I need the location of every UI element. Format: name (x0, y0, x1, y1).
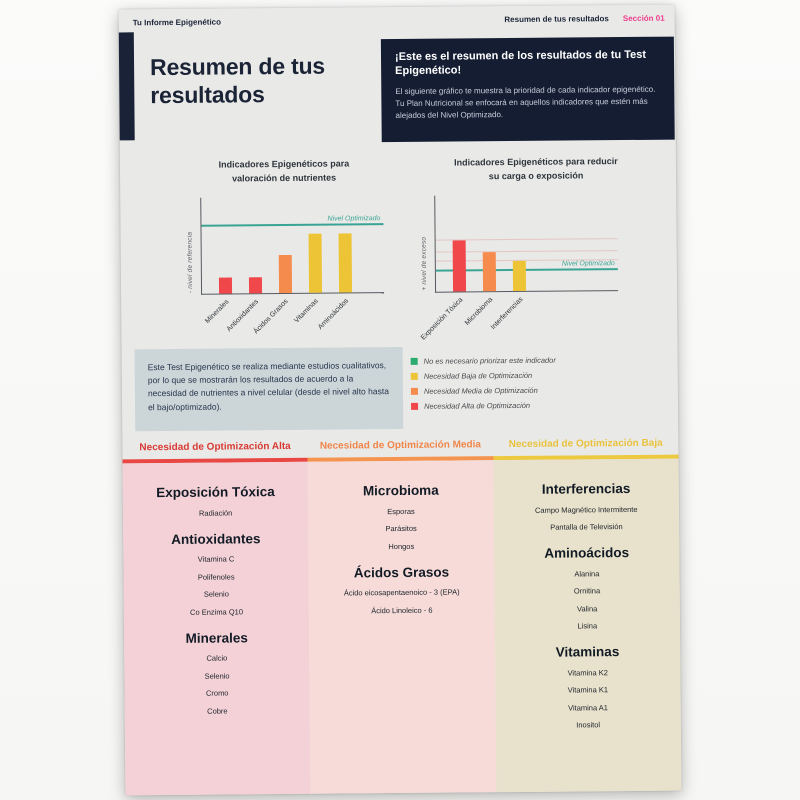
title-accent-bar (119, 32, 135, 140)
group-item: Vitamina K1 (567, 685, 609, 695)
group-item: Vitamina K2 (567, 667, 608, 678)
chart-carga-exposicion (412, 155, 661, 342)
legend-item (411, 371, 556, 381)
group-item: Selenio (204, 670, 230, 681)
header-doc-title: Tu Informe Epigenético (132, 17, 222, 28)
legend-label: Necesidad Media de Optimización (423, 385, 538, 396)
header-section-label: Sección 01 (622, 13, 665, 24)
bar-slot (463, 195, 504, 327)
section-column-1 (308, 460, 496, 794)
chart-valoracion-nutrientes (178, 157, 391, 336)
x-tick-label: Antioxidantes (225, 298, 261, 334)
section-headers-row (122, 438, 678, 454)
result-group (308, 482, 494, 551)
bar-slot (317, 196, 360, 331)
group-item: Calcio (206, 653, 228, 663)
group-item: Parásitos (385, 523, 417, 534)
x-tick-label: Minerales (203, 298, 231, 326)
x-tick-label: Vitaminas (293, 297, 321, 325)
chart-title: Indicadores Epigenéticos para reducir su carga o exposición (454, 156, 618, 181)
legend-label: Necesidad Alta de Optimización (424, 400, 531, 411)
legend-swatch-icon (411, 403, 418, 410)
legend-swatch-icon (411, 358, 418, 365)
bar (248, 277, 261, 293)
group-item: Vitamina C (197, 554, 235, 564)
group-name: Interferencias (541, 480, 631, 497)
bar-slot (489, 195, 534, 332)
legend-swatch-icon (411, 373, 418, 380)
bar (482, 252, 495, 291)
plot-area (186, 196, 391, 336)
x-tick-label: Microbioma (463, 296, 495, 327)
group-item: Vitamina A1 (568, 702, 608, 713)
group-name: Exposición Tóxica (156, 484, 275, 501)
bar-slot (293, 197, 330, 325)
group-item: Ácido Linoleico - 6 (371, 605, 433, 615)
legend-swatch-icon (411, 388, 418, 395)
result-group (494, 545, 680, 632)
group-name: Microbioma (362, 482, 439, 499)
group-item: Selenio (203, 589, 229, 599)
results-columns (123, 459, 682, 796)
group-item: Ácido eicosapentaenoico - 3 (EPA) (343, 587, 460, 598)
x-tick-label: Ácidos Grasos (253, 297, 291, 336)
group-item: Inositol (576, 720, 601, 730)
group-name: Ácidos Grasos (353, 564, 450, 580)
group-name: Antioxidantes (171, 530, 261, 547)
bar (338, 234, 352, 293)
bar (218, 277, 231, 293)
chart-title: Indicadores Epigenéticos para valoración de nutrientes (218, 158, 350, 183)
section-header-2: Necesidad de Optimización Baja (508, 437, 663, 451)
page-header (133, 14, 665, 28)
y-axis-label: - nivel de referencia (186, 231, 195, 293)
group-name: Minerales (185, 629, 248, 646)
legend-label: Necesidad Baja de Optimización (423, 370, 533, 381)
report-page (119, 5, 682, 796)
group-item: Esporas (387, 506, 415, 516)
page-title: Resumen de tus resultados (149, 52, 326, 109)
result-group (124, 629, 310, 716)
optimized-level-label: Nivel Optimizado (561, 259, 615, 268)
group-name: Aminoácidos (544, 545, 630, 561)
x-tick-label: Exposición Tóxica (419, 296, 465, 342)
x-tick-label: Interferencias (489, 295, 525, 332)
section-header-1: Necesidad de Optimización Media (319, 439, 482, 452)
y-axis-label: + nivel de exceso (420, 236, 429, 291)
bar-slot (203, 197, 240, 326)
plot-frame (200, 196, 384, 336)
result-group (495, 644, 681, 731)
result-group (123, 484, 309, 518)
section-column-2 (493, 459, 681, 793)
optimized-level-label: Nivel Optimizado (327, 214, 381, 223)
summary-info-box (381, 37, 675, 143)
group-item: Campo Magnético Intermitente (534, 504, 638, 515)
section-column-0 (123, 462, 311, 796)
header-page-label: Resumen de tus resultados (504, 14, 609, 25)
result-group (123, 530, 309, 617)
group-item: Cobre (207, 706, 228, 716)
legend-item (411, 386, 556, 396)
result-group (309, 564, 495, 616)
plot-area (419, 194, 661, 342)
legend-item (411, 356, 556, 366)
group-item: Co Enzima Q10 (189, 606, 244, 617)
bar-slot (225, 197, 270, 334)
group-item: Lisina (577, 621, 598, 631)
group-item: Hongos (388, 541, 415, 551)
chart-legend (411, 356, 557, 417)
section-header-0: Necesidad de Optimización Alta (139, 440, 291, 454)
bars-group (203, 196, 360, 336)
info-box-body: El siguiente gráfico te muestra la prioridad de cada indicador epigenético. Tu Plan Nutricional se enfocará en aquellos indicadores que estén más alejados del Nivel Optimizado. (395, 84, 656, 120)
legend-label: No es necesario priorizar este indicador (423, 355, 556, 366)
group-item: Radiación (198, 507, 233, 518)
group-item: Valina (576, 603, 598, 613)
group-item: Pantalla de Televisión (550, 522, 623, 532)
x-tick-label: Aminoácidos (317, 297, 351, 331)
note-box: Este Test Epigenético se realiza mediante estudios cualitativos, por lo que se mostrarán los resultados de acuerdo a la necesidad de nutrientes a nivel celular (desde el nivel alto hasta el bajo/optimizado). (135, 347, 404, 431)
legend-item (411, 401, 556, 411)
group-name: Vitaminas (555, 644, 620, 660)
info-box-heading: ¡Este es el resumen de los resultados de tu Test Epigenético! (394, 48, 647, 78)
group-item: Polifenoles (197, 571, 235, 582)
group-item: Cromo (205, 688, 229, 698)
group-item: Ornitina (573, 586, 601, 596)
bar (308, 234, 322, 293)
bar (452, 241, 465, 292)
result-group (493, 481, 679, 533)
bar-slot (253, 197, 300, 336)
bar (512, 261, 525, 291)
group-item: Alanina (574, 568, 600, 578)
bar (278, 255, 291, 294)
